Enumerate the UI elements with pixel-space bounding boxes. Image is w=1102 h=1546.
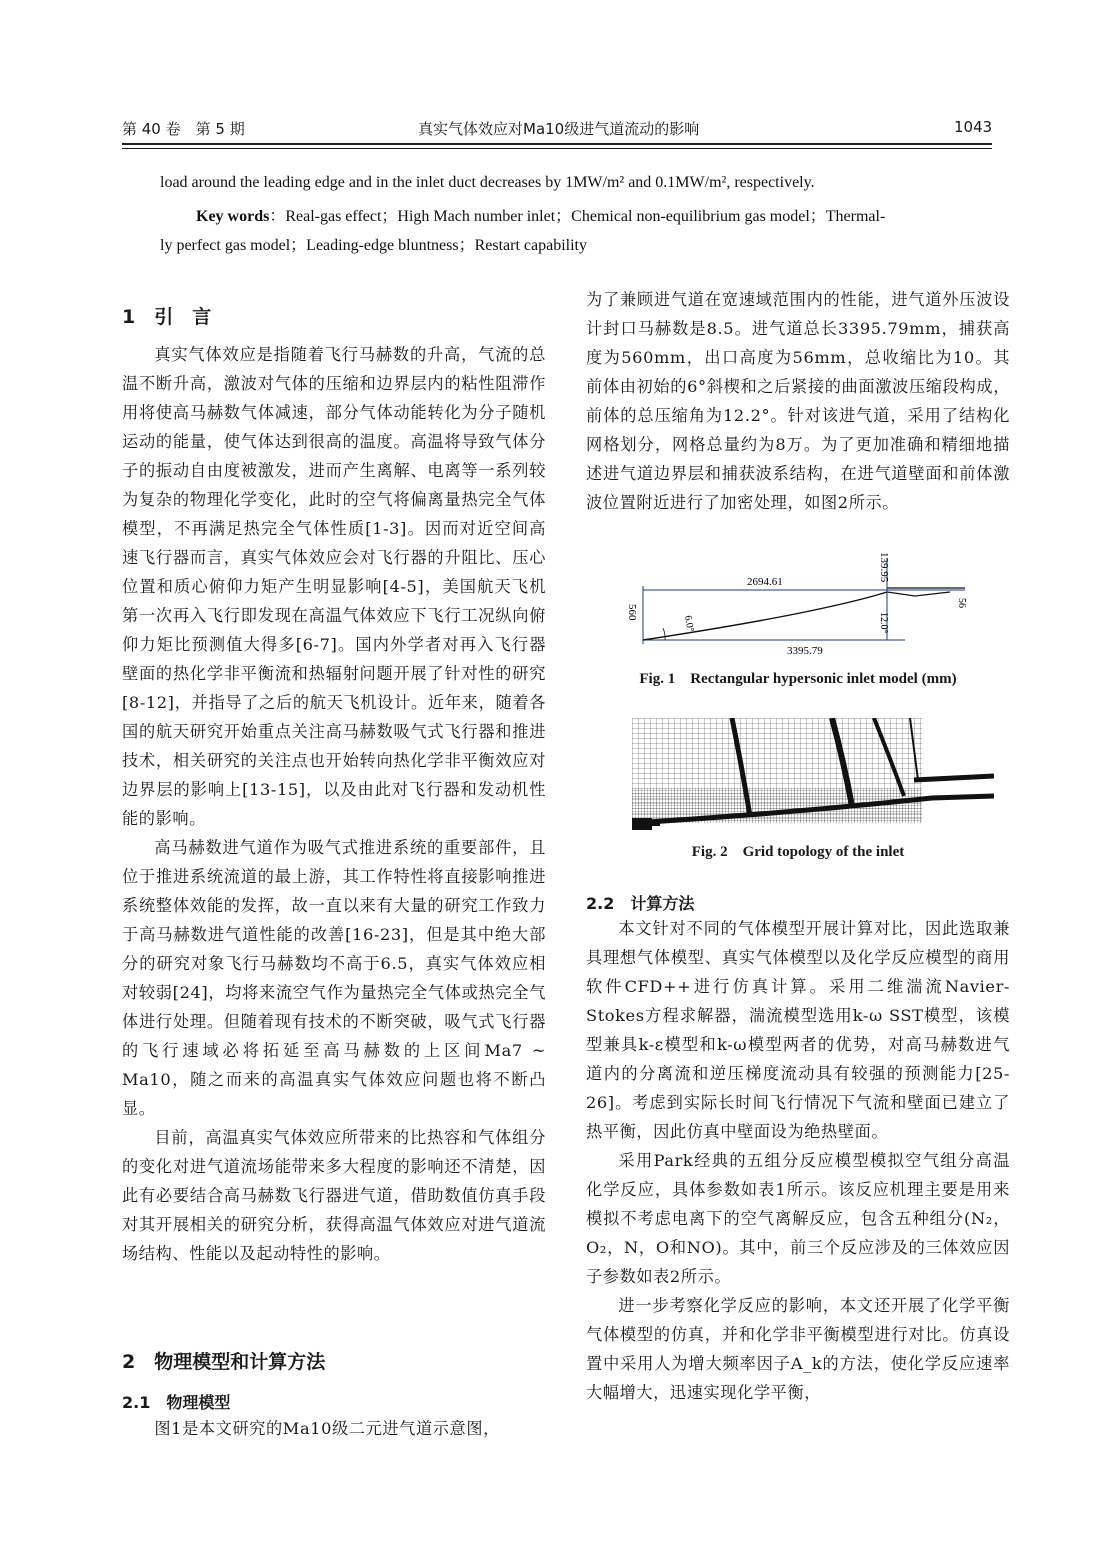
figure1-caption: Fig. 1 Rectangular hypersonic inlet model (mm) — [639, 671, 957, 687]
section1-paragraph3: 目前，高温真实气体效应所带来的比热容和气体组分的变化对进气道流场能带来多大程度的影响还不清楚，因此有必要结合高马赫数飞行器进气道，借助数值仿真手段对其开展相关的研究分析，获得高温气体效应对进气道流场结构、性能以及起动特性的影响。 — [122, 1128, 546, 1263]
figure2-caption: Fig. 2 Grid topology of the inlet — [691, 844, 905, 860]
figure2-grid-topology-image — [632, 718, 994, 830]
header-rule-thin — [122, 148, 992, 149]
section2-title: 2 物理模型和计算方法 — [122, 1351, 326, 1373]
section1-paragraph2: 高马赫数进气道作为吸气式推进系统的重要部件，且位于推进系统流道的最上游，其工作特性将直接影响推进系统整体效能的发挥，故一直以来有大量的研究工作致力于高马赫数进气道性能的改善[16-23]，但是其中绝大部分的研究对象飞行马赫数均不高于6.5，真实气体效应相对较弱[24]，均将来流空气作为量热完全气体或热完全气体进行处理。但随着现有技术的不断突破，吸气式飞行器的飞行速域必将拓延至高马赫数的上区间Ma7 ~ Ma10，随之而来的高温真实气体效应问题也将不断凸显。 — [122, 838, 546, 1118]
keywords-text1: ：Real-gas effect；High Mach number inlet；Chemical non-equilibrium gas model；Thermal- — [269, 208, 886, 225]
fig1-dim-56: 56 — [956, 598, 967, 608]
keywords-line2: ly perfect gas model；Leading-edge bluntness；Restart capability — [160, 237, 587, 254]
header-rule-thick — [122, 143, 992, 145]
fig1-dim-560: 560 — [626, 604, 638, 621]
section2-paragraph1-continued: 为了兼顾进气道在宽速域范围内的性能，进气道外压波设计封口马赫数是8.5。进气道总长3395.79mm，捕获高度为560mm，出口高度为56mm，总收缩比为10。其前体由初始的6°斜楔和之后紧接的曲面激波压缩段构成，前体的总压缩角为12.2°。针对该进气道，采用了结构化网格划分，网格总量约为8万。为了更加准确和精细地描述进气道边界层和捕获波系结构，在进气道壁面和前体激波位置附近进行了加密处理，如图2所示。 — [586, 290, 1010, 512]
section2-paragraph1-start — [122, 1414, 546, 1443]
abstract-tail: load around the leading edge and in the inlet duct decreases by 1MW/m² and 0.1MW/m², respectively. — [160, 174, 815, 191]
keywords-label: Key words — [196, 208, 270, 225]
subsection-2-2-title: 2.2 计算方法 — [586, 894, 695, 913]
header-title: 真实气体效应对Ma10级进气道流动的影响 — [418, 120, 700, 138]
header-page-number: 1043 — [954, 118, 993, 136]
left-column — [122, 340, 546, 1268]
fig1-dim-2694: 2694.61 — [747, 576, 783, 588]
keywords-line1 — [196, 203, 885, 226]
fig1-dim-139: 139.95 — [878, 552, 890, 583]
right-column-top — [586, 285, 1010, 517]
fig1-intro-text: 图1是本文研究的Ma10级二元进气道示意图， — [154, 1419, 500, 1438]
section2-2-paragraph2: 采用Park经典的五组分反应模型模拟空气组分高温化学反应，具体参数如表1所示。该反应机理主要是用来模拟不考虑电离下的空气离解反应，包含五种组分(N₂，O₂，N，O和NO)。其中，前三个反应涉及的三体效应因子参数如表2所示。 — [586, 1151, 1010, 1286]
section1-paragraph1: 真实气体效应是指随着飞行马赫数的升高，气流的总温不断升高，激波对气体的压缩和边界层内的粘性阻滞作用将使高马赫数气体减速，部分气体动能转化为分子随机运动的能量，使气体达到很高的温度。高温将导致气体分子的振动自由度被激发，进而产生离解、电离等一系列较为复杂的物理化学变化，此时的空气将偏离量热完全气体模型，不再满足热完全气体性质[1-3]。因而对近空间高速飞行器而言，真实气体效应会对飞行器的升阻比、压心位置和质心俯仰力矩产生明显影响[4-5]，美国航天飞机第一次再入飞行即发现在高温气体效应下飞行工况纵向俯仰力矩比预测值大得多[6-7]。国内外学者对再入飞行器壁面的热化学非平衡流和热辐射问题开展了针对性的研究[8-12]，并指导了之后的航天飞机设计。近年来，随着各国的航天研究开始重点关注高马赫数吸气式飞行器和推进技术，相关研究的关注点也开始转向热化学非平衡效应对边界层的影响上[13-15]，以及由此对飞行器和发动机性能的影响。 — [122, 345, 546, 828]
fig1-dim-angle6: 6.0° — [682, 614, 696, 633]
section1-title: 1 引 言 — [122, 306, 212, 328]
section2-2-paragraph3: 进一步考察化学反应的影响，本文还开展了化学平衡气体模型的仿真，并和化学非平衡模型进行对比。仿真设置中采用人为增大频率因子A_k的方法，使化学反应速率大幅增大，迅速实现化学平衡， — [586, 1296, 1010, 1402]
fig1-dim-angle12: 12.0° — [878, 612, 889, 634]
section2-2-paragraph1: 本文针对不同的气体模型开展计算对比，因此选取兼具理想气体模型、真实气体模型以及化学反应模型的商用软件CFD++进行仿真计算。采用二维湍流Navier-Stokes方程求解器，湍流模型选用k-ω SST模型，该模型兼具k-ε模型和k-ω模型两者的优势，对高马赫数进气道内的分离流和逆压梯度流动具有较强的预测能力[25-26]。考虑到实际长时间飞行情况下气流和壁面已建立了热平衡，因此仿真中壁面设为绝热壁面。 — [586, 919, 1010, 1141]
fig1-dim-3395: 3395.79 — [787, 645, 823, 657]
figure1-inlet-model-diagram — [615, 548, 985, 660]
subsection-2-1-title: 2.1 物理模型 — [122, 1393, 231, 1412]
right-column-bottom — [586, 914, 1010, 1407]
header-volume-issue: 第 40 卷 第 5 期 — [122, 120, 245, 138]
